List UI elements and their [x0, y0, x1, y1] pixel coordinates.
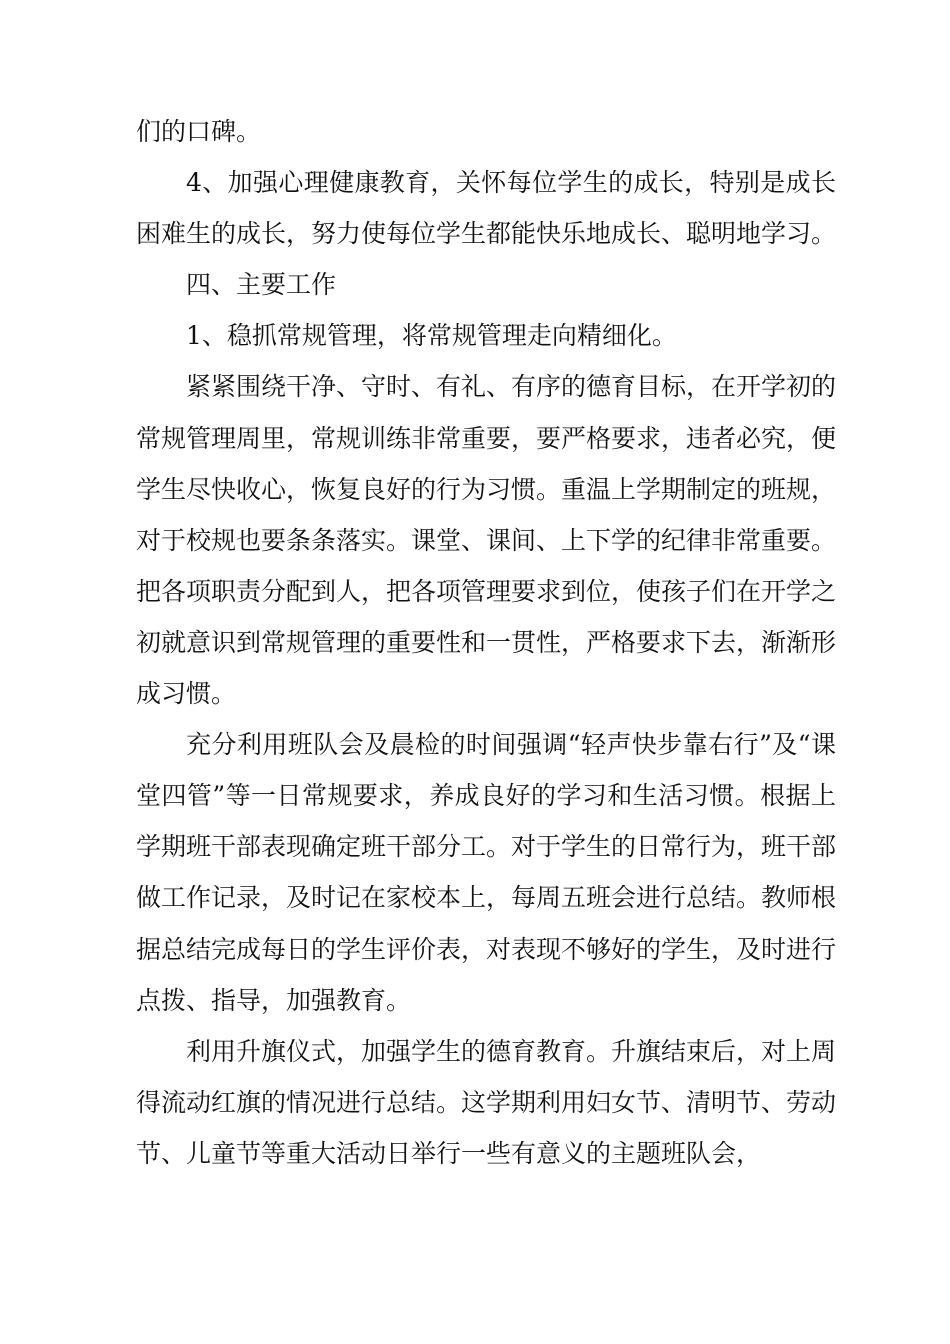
document-body — [136, 106, 836, 1179]
subheading-routine-management: 1、稳抓常规管理，将常规管理走向精细化。 — [186, 321, 677, 351]
paragraph-moral-goals: 紧紧围绕干净、守时、有礼、有序的德育目标，在开学初的常规管理周里，常规训练非常重要，要严格要求，违者必究，便学生尽快收心，恢复良好的行为习惯。重温上学期制定的班规，对于校规也要条条落实。课堂、课间、上下学的纪律非常重要。把各项职责分配到人，把各项管理要求到位，使孩子们在开学之初就意识到常规管理的重要性和一贯性，严格要求下去，渐渐形成习惯。 — [136, 372, 837, 709]
paragraph-flag-ceremony: 利用升旗仪式，加强学生的德育教育。升旗结束后，对上周得流动红旗的情况进行总结。这学期利用妇女节、清明节、劳动节、儿童节等重大活动日举行一些有意义的主题班队会， — [136, 1036, 837, 1168]
paragraph-class-meetings: 充分利用班队会及晨检的时间强调“轻声快步靠右行”及“课堂四管”等一日常规要求，养成良好的学习和生活习惯。根据上学期班干部表现确定班干部分工。对于学生的日常行为，班干部做工作记录，及时记在家校本上，每周五班会进行总结。教师根据总结完成每日的学生评价表，对表现不够好的学生，及时进行点拨、指导，加强教育。 — [136, 730, 837, 1015]
section-heading-main-work: 四、主要工作 — [186, 270, 337, 300]
paragraph-continuation: 们的口碑。 — [136, 117, 262, 146]
paragraph-item-4: 4、加强心理健康教育，关怀每位学生的成长，特别是成长困难生的成长，努力使每位学生都能快乐地成长、聪明地学习。 — [136, 168, 837, 249]
